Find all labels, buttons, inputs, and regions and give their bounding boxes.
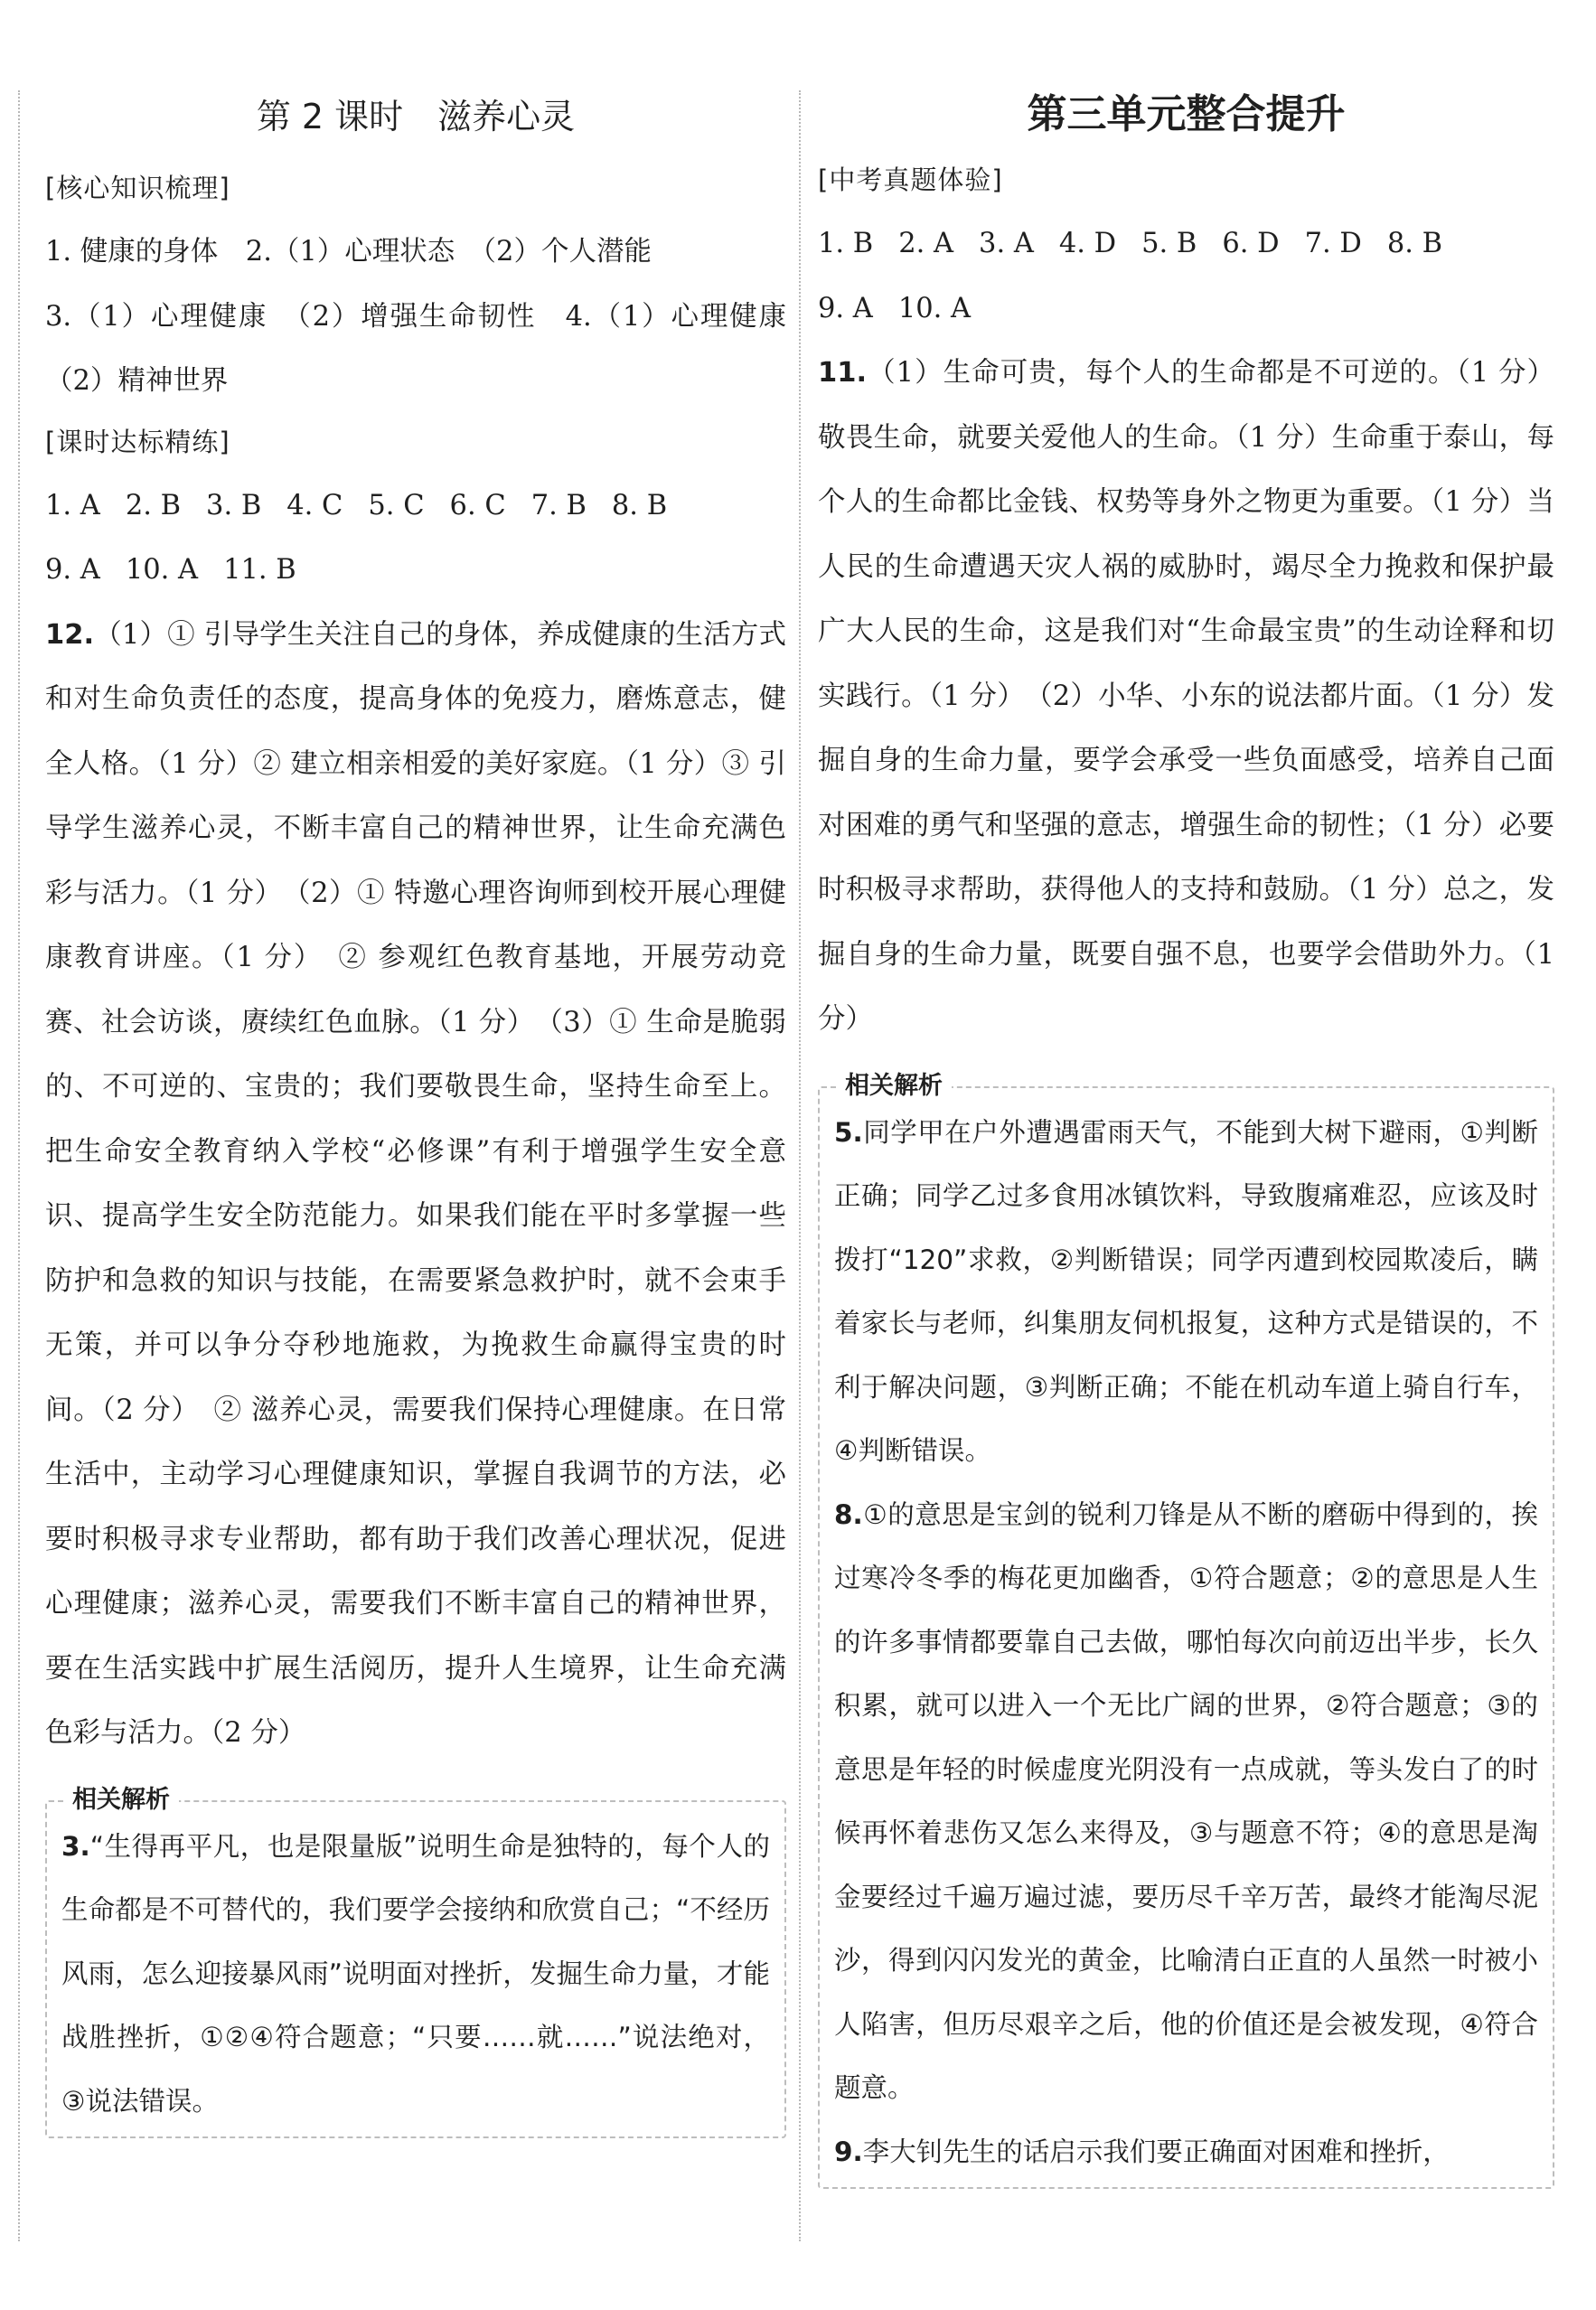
question-number: 11. [818,357,868,389]
answer-text: （1）① 引导学生关注自己的身体，养成健康的生活方式和对生命负责任的态度，提高身体的免疫力，磨炼意志，健全人格。（1 分）② 建立相亲相爱的美好家庭。（1 分）③ 引导学生滋养心灵，不断丰富自己的精神世界，让生命充满色彩与活力。（1 分） （2）① 特邀心理咨询师到校开展心理健康教育讲座。（1 分） ② 参观红色教育基地，开展劳动竞赛、社会访谈，赓续红色血脉。（1 分） （3）① 生命是脆弱的、不可逆的、宝贵的；我们要敬畏生命，坚持生命至上。把生命安全教育纳入学校“必修课”有利于增强学生安全意识、提高学生安全防范能力。如果我们能在平时多掌握一些防护和急救的知识与技能，在需要紧急救护时，就不会束手无策，并可以争分夺秒地施救，为挽救生命赢得宝贵的时间。（2 分） ② 滋养心灵，需要我们保持心理健康。在日常生活中，主动学习心理健康知识，掌握自我调节的方法，必要时积极寻求专业帮助，都有助于我们改善心理状况，促进心理健康；滋养心灵，需要我们不断丰富自己的精神世界，要在生活实践中扩展生活阅历，提升人生境界，让生命充满色彩与活力。（2 分） [45,618,786,1749]
analysis-text: 李大钊先生的话启示我们要正确面对困难和挫折， [862,2136,1450,2167]
choice-answer: 9. A [818,292,873,324]
analysis-box [818,1071,1554,2190]
answer-text: （1）生命可贵，每个人的生命都是不可逆的。（1 分）敬畏生命，就要关爱他人的生命。（1 分）生命重于泰山，每个人的生命都比金钱、权势等身外之物更为重要。（1 分）当人民的生命遭遇天灾人祸的威胁时，竭尽全力挽救和保护最广大人民的生命，这是我们对“生命最宝贵”的生动诠释和切实践行。（1 分） （2）小华、小东的说法都片面。（1 分）发掘自身的生命力量，要学会承受一些负面感受，培养自己面对困难的勇气和坚强的意志，增强生命的韧性；（1 分）必要时积极寻求帮助，获得他人的支持和鼓励。（1 分）总之，发掘自身的生命力量，既要自强不息，也要学会借助外力。（1 分） [818,357,1554,1035]
choice-answer: 3. B [206,489,262,521]
question-number: 5. [834,1116,863,1148]
question-number: 3. [61,1830,90,1862]
analysis-item [834,1101,1538,1483]
section-heading-core-knowledge: [核心知识梳理] [45,173,230,203]
column-divider [799,90,801,2241]
choice-answer: 6. C [449,489,506,521]
choice-answer: 7. D [1304,228,1362,259]
choice-answers-row [45,474,786,539]
choice-answer: 1. B [818,228,874,259]
question-number: 9. [834,2136,863,2167]
choice-answer: 6. D [1222,228,1280,259]
choice-answers-row [818,211,1554,277]
question-number: 8. [834,1498,863,1530]
question-12-answer [45,603,786,1766]
choice-answer: 2. A [898,228,954,259]
right-column [818,72,1554,2189]
choice-answer: 4. C [286,489,343,521]
lesson-title: 第 2 课时 滋养心灵 [256,97,576,136]
choice-answer: 3. A [979,228,1034,259]
choice-answer: 5. B [1141,228,1197,259]
left-column [45,72,814,2138]
choice-answer: 9. A [45,554,100,586]
analysis-text: 同学甲在户外遭遇雷雨天气，不能到大树下避雨，①判断正确；同学乙过多食用冰镇饮料，导致腹痛难忍，应该及时拨打“120”求救，②判断错误；同学丙遭到校园欺凌后，瞒着家长与老师，纠集朋友伺机报复，这种方式是错误的，不利于解决问题，③判断正确；不能在机动车道上骑自行车，④判断错误。 [834,1116,1538,1466]
choice-answer: 11. B [223,554,296,586]
analysis-title: 相关解析 [63,1782,179,1818]
choice-answer: 10. A [125,554,199,586]
knowledge-line: 1. 健康的身体 2.（1）心理状态 （2）个人潜能 [45,236,652,268]
choice-answer: 4. D [1058,228,1117,259]
analysis-item [834,1483,1538,2120]
analysis-text: “生得再平凡，也是限量版”说明生命是独特的，每个人的生命都是不可替代的，我们要学会接纳和欣赏自己；“不经历风雨，怎么迎接暴风雨”说明面对挫折，发掘生命力量，才能战胜挫折，①②④符合题意；“只要……就……”说法绝对，③说法错误。 [61,1830,770,2117]
choice-answer: 2. B [125,489,182,521]
choice-answer: 8. B [1386,228,1443,259]
analysis-item [61,1815,770,2134]
choice-answer: 1. A [45,489,100,521]
choice-answer: 8. B [611,489,668,521]
choice-answer: 5. C [368,489,425,521]
choice-answers-row [45,538,786,603]
section-heading-exam: [中考真题体验] [818,164,1003,195]
analysis-box [45,1785,786,2139]
unit-title: 第三单元整合提升 [1027,91,1346,137]
question-number: 12. [45,618,95,651]
knowledge-line: 3.（1）心理健康 （2）增强生命韧性 4.（1）心理健康 （2）精神世界 [45,300,814,397]
section-heading-practice: [课时达标精练] [45,426,230,457]
analysis-title: 相关解析 [836,1068,952,1104]
choice-answers-row [818,277,1554,342]
left-margin-rule [18,90,20,2241]
analysis-text: ①的意思是宝剑的锐利刀锋是从不断的磨砺中得到的，挨过寒冷冬季的梅花更加幽香，①符合题意；②的意思是人生的许多事情都要靠自己去做，哪怕每次向前迈出半步，长久积累，就可以进入一个无比广阔的世界，②符合题意；③的意思是年轻的时候虚度光阴没有一点成就，等头发白了的时候再怀着悲伤又怎么来得及，③与题意不符；④的意思是淘金要经过千遍万遍过滤，要历尽千辛万苦，最终才能淘尽泥沙，得到闪闪发光的黄金，比喻清白正直的人虽然一时被小人陷害，但历尽艰辛之后，他的价值还是会被发现，④符合题意。 [834,1498,1538,2103]
question-11-answer [818,341,1554,1052]
choice-answer: 7. B [530,489,587,521]
analysis-item [834,2120,1538,2184]
choice-answer: 10. A [897,292,972,324]
